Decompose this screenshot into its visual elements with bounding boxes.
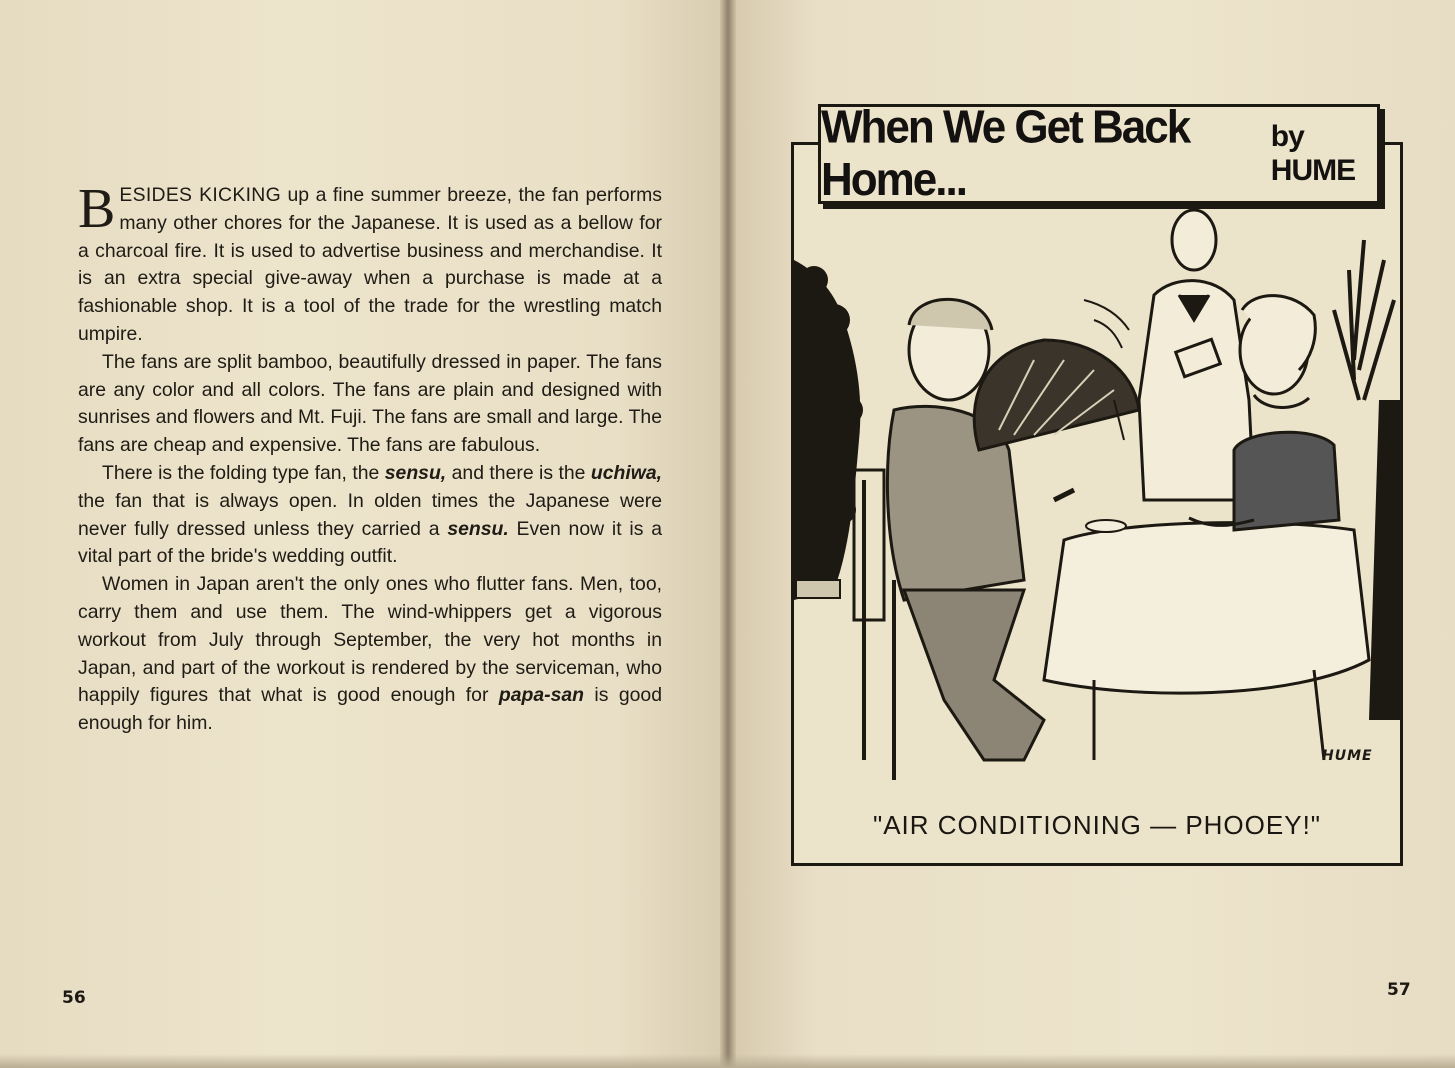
artist-signature: HUME	[1322, 748, 1373, 764]
cartoon-caption: "AIR CONDITIONING — PHOOEY!"	[872, 810, 1322, 840]
cartoon-illustration	[794, 200, 1400, 800]
paragraph-4-text-a: Women in Japan aren't the only ones who flutter fans. Men, too, carry them and use them. The wind-whippers get a vigorous workout from July through September, the very hot months in Japan, and part of the workout is rendered by the serviceman, who happily figures that what is good enough for	[78, 573, 662, 707]
paragraph-3-text-a: There is the folding type fan, the	[102, 461, 385, 484]
paragraph-2-text: The fans are split bamboo, beautifully dressed in paper. The fans are any color and all colors. The fans are plain and designed with sunrises and flowers and Mt. Fuji. The fans are small and large. The fans are cheap and expensive. The fans are fabulous.	[78, 350, 662, 457]
lead-in: ESIDES KICKING	[119, 184, 281, 206]
paragraph-3-text-b: and there is the	[446, 461, 591, 484]
paragraph-4	[78, 571, 662, 738]
cartoon-title-box	[818, 101, 1380, 206]
cartoon-title: When We Get Back Home...	[821, 101, 1190, 206]
term-uchiwa: uchiwa,	[590, 461, 662, 484]
drop-cap: B	[78, 178, 116, 240]
term-sensu: sensu,	[384, 461, 447, 484]
paragraph-3-text-c: the fan that is always open. In olden times the Japanese were never fully dressed unless they carried a	[78, 489, 662, 540]
paragraph-3-text-d: Even now it is a vital part of the bride's wedding outfit.	[78, 517, 662, 568]
cartoon-byline: by HUME	[1270, 120, 1356, 187]
paragraph-1-text: up a fine summer breeze, the fan performs many other chores for the Japanese. It is used as a bellow for a charcoal fire. It is used to advertise business and merchandise. It is an extra special give-away when a purchase is made at a fashionable shop. It is a tool of the trade for the wrestling match umpire.	[78, 184, 662, 345]
table-icon	[1044, 520, 1369, 760]
right-palm-icon	[1334, 240, 1394, 400]
article-text	[78, 178, 662, 738]
paragraph-2	[78, 349, 662, 460]
page-bottom-edge	[0, 1054, 1455, 1068]
paragraph-3	[78, 460, 662, 571]
page-number-left: 56	[62, 988, 86, 1008]
fan-icon	[974, 300, 1139, 450]
page-number-right: 57	[1387, 980, 1411, 1000]
book-gutter	[720, 0, 736, 1068]
term-sensu-2: sensu.	[447, 517, 509, 540]
paragraph-4-text-b: is good enough for him.	[78, 684, 662, 735]
term-papa-san: papa-san	[498, 684, 584, 707]
paragraph-1	[78, 178, 662, 349]
